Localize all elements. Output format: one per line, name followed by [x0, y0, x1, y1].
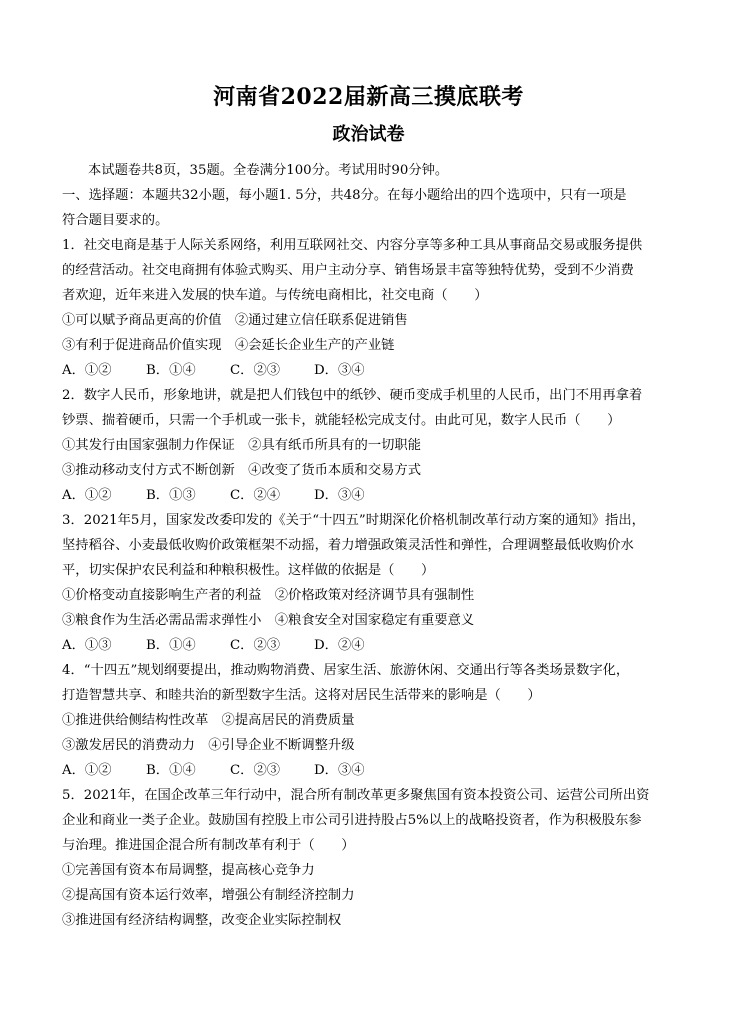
question-stem-line: 2．数字人民币，形象地讲，就是把人们钱包中的纸钞、硬币变成手机里的人民币，出门不用再拿着 — [62, 388, 643, 403]
question-statement: ③推动移动支付方式不断创新 ④改变了货币本质和交易方式 — [62, 463, 422, 478]
exam-subtitle: 政治试卷 — [332, 124, 405, 145]
question-4 — [62, 658, 676, 783]
question-3 — [62, 508, 676, 658]
question-list — [62, 233, 676, 933]
answer-option[interactable]: A．①③ — [62, 638, 112, 653]
answer-option[interactable]: B．①④ — [146, 763, 196, 778]
answer-option[interactable]: D．③④ — [314, 363, 365, 378]
answer-option[interactable]: C．②③ — [230, 638, 281, 653]
answer-option[interactable]: C．②③ — [230, 763, 281, 778]
question-statement: ①价格变动直接影响生产者的利益 ②价格政策对经济调节具有强制性 — [62, 588, 475, 603]
question-statement: ①其发行由国家强制力作保证 ②具有纸币所具有的一切职能 — [62, 438, 422, 453]
answer-option[interactable]: D．③④ — [314, 763, 365, 778]
question-stem-line: 钞票、揣着硬币，只需一个手机或一张卡，就能轻松完成支付。由此可见，数字人民币（ ） — [62, 413, 621, 428]
answer-options — [62, 758, 676, 783]
answer-options — [62, 633, 676, 658]
question-stem-line: 坚持稻谷、小麦最低收购价政策框架不动摇，着力增强政策灵活性和弹性，合理调整最低收购价水 — [62, 538, 634, 553]
question-stem-line: 3．2021年5月，国家发改委印发的《关于“十四五”时期深化价格机制改革行动方案的通知》指出， — [62, 513, 645, 528]
question-stem-line: 打造智慧共享、和睦共治的新型数字生活。这将对居民生活带来的影响是（ ） — [62, 688, 541, 703]
question-stem-line: 与治理。推进国企混合所有制改革有利于（ ） — [62, 838, 355, 853]
answer-option[interactable]: D．②④ — [314, 638, 365, 653]
answer-option[interactable]: B．①④ — [146, 363, 196, 378]
question-stem-line: 4．“十四五”规划纲要提出，推动购物消费、居家生活、旅游休闲、交通出行等各类场景数字化， — [62, 663, 630, 678]
answer-options — [62, 358, 676, 383]
answer-option[interactable]: B．①③ — [146, 488, 196, 503]
question-statement: ①可以赋予商品更高的价值 ②通过建立信任联系促进销售 — [62, 313, 408, 328]
exam-title: 河南省2022届新高三摸底联考 — [213, 84, 524, 110]
question-statement: ②提高国有资本运行效率，增强公有制经济控制力 — [62, 888, 355, 903]
answer-options — [62, 483, 676, 508]
question-2 — [62, 383, 676, 508]
exam-intro: 本试题卷共8页，35题。全卷满分100分。考试用时90分钟。 — [88, 163, 449, 178]
question-statement: ③推进国有经济结构调整，改变企业实际控制权 — [62, 913, 342, 928]
answer-option[interactable]: B．①④ — [146, 638, 196, 653]
question-5 — [62, 783, 676, 933]
question-stem-line: 企业和商业一类子企业。鼓励国有控股上市公司引进持股占5%以上的战略投资者，作为积极股东参 — [62, 813, 642, 828]
question-statement: ①推进供给侧结构性改革 ②提高居民的消费质量 — [62, 713, 355, 728]
answer-option[interactable]: A．①② — [62, 488, 112, 503]
question-stem-line: 平，切实保护农民利益和种粮积极性。这样做的依据是（ ） — [62, 563, 435, 578]
answer-option[interactable]: D．③④ — [314, 488, 365, 503]
answer-option[interactable]: C．②③ — [230, 363, 281, 378]
question-statement: ③激发居民的消费动力 ④引导企业不断调整升级 — [62, 738, 355, 753]
question-statement: ③粮食作为生活必需品需求弹性小 ④粮食安全对国家稳定有重要意义 — [62, 613, 475, 628]
question-statement: ③有利于促进商品价值实现 ④会延长企业生产的产业链 — [62, 338, 395, 353]
question-statement: ①完善国有资本布局调整，提高核心竞争力 — [62, 863, 315, 878]
question-stem-line: 者欢迎，近年来进入发展的快车道。与传统电商相比，社交电商（ ） — [62, 288, 488, 303]
question-stem-line: 5．2021年，在国企改革三年行动中，混合所有制改革更多聚焦国有资本投资公司、运营公司所出资 — [62, 788, 650, 803]
answer-option[interactable]: C．②④ — [230, 488, 281, 503]
question-1 — [62, 233, 676, 383]
section-heading-line: 一、选择题：本题共32小题，每小题1. 5分，共48分。在每小题给出的四个选项中，只有一项是 — [62, 188, 627, 203]
answer-option[interactable]: A．①② — [62, 363, 112, 378]
answer-option[interactable]: A．①② — [62, 763, 112, 778]
question-stem-line: 1．社交电商是基于人际关系网络，利用互联网社交、内容分享等多种工具从事商品交易或服务提供 — [62, 238, 643, 253]
exam-body — [62, 158, 676, 933]
question-stem-line: 的经营活动。社交电商拥有体验式购买、用户主动分享、销售场景丰富等独特优势，受到不少消费 — [62, 263, 634, 278]
section-heading-line: 符合题目要求的。 — [62, 213, 169, 228]
